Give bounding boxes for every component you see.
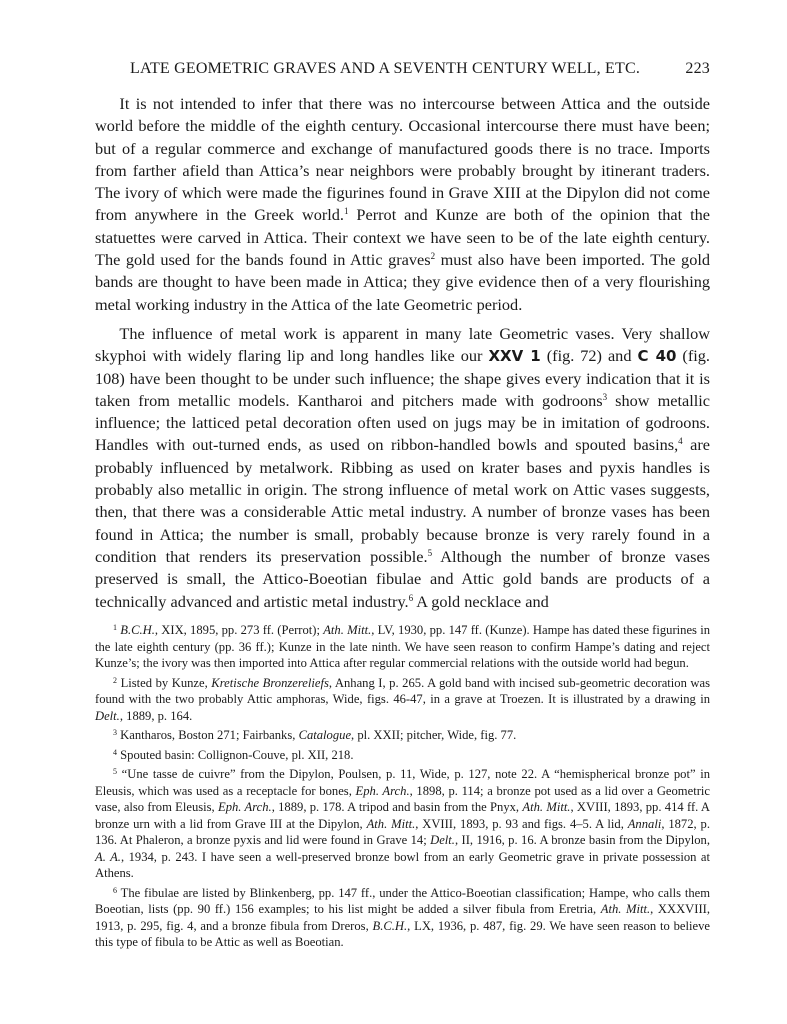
- footnote-ref-4: 4: [678, 436, 683, 447]
- footnote-1: $^1$ B.C.H., XIX, 1895, pp. 273 ff. (Perrot); Ath. Mitt., LV, 1930, pp. 147 ff. (Kunze). Hampe has dated these figurines in the late eighth century (pp. 36 ff.); Kunze in the late ninth. We have seen reason to confirm Hampe’s dating and reject Kunze’s; the ivory was then imported into Attica after regular commercial relations with the outside world had begun.: [95, 623, 710, 670]
- footnote-ref-1: 1: [344, 206, 349, 217]
- catalogue-ref-xxv1: XXV 1: [488, 347, 541, 366]
- paragraph-1: It is not intended to infer that there was no intercourse between Attica and the outside world before the middle of the eighth century. Occasional intercourse there must have been; but of a regular commerce and exchange of manufactured goods there is no trace. Imports from farther afield than Attica’s near neighbors were probably brought by itinerant traders. The ivory of which were made the figurines found in Grave XIII at the Dipylon did not come from anywhere in the Greek world.$^1$ Perrot and Kunze are both of the opinion that the statuettes were carved in Attica. Their context we have seen to be of the late eighth century. The gold used for the bands found in Attic graves$^2$ must also have been imported. The gold bands are thought to have been made in Attica; they give evidence then of a very flourishing metal working industry in the Attica of the late Geometric period.: [95, 94, 710, 314]
- footnote-6: $^6$ The fibulae are listed by Blinkenberg, pp. 147 ff., under the Attico-Boeotian classification; Hampe, who calls them Boeotian, lists (pp. 90 ff.) 156 examples; to his list might be added a silver fibula from Eretria, Ath. Mitt., XXXVIII, 1913, p. 295, fig. 4, and a bronze fibula from Dreros, B.C.H., LX, 1936, p. 487, fig. 29. We have seen reason to believe this type of fibula to be Attic as well as Boeotian.: [95, 885, 711, 949]
- running-title: LATE GEOMETRIC GRAVES AND A SEVENTH CENTURY WELL, ETC.: [130, 60, 641, 77]
- footnotes: [95, 622, 710, 954]
- footnote-4: $^4$ Spouted basin: Collignon-Couve, pl. XII, 218.: [113, 747, 354, 762]
- footnote-5: $^5$ “Une tasse de cuivre” from the Dipylon, Poulsen, p. 11, Wide, p. 127, note 22. A “hemispherical bronze pot” in Eleusis, which was used as a receptacle for bones, Eph. Arch., 1898, p. 114; a bronze pot used as a lid over a Geometric vase, also from Eleusis, Eph. Arch., 1889, p. 178. A tripod and basin from the Pnyx, Ath. Mitt., XVIII, 1893, pp. 414 ff. A bronze urn with a lid from Grave III at the Dipylon, Ath. Mitt., XVIII, 1893, p. 93 and figs. 4–5. A lid, Annali, 1872, p. 136. At Phaleron, a bronze pyxis and lid were found in Grave 14; Delt., II, 1916, p. 16. A bronze basin from the Dipylon, A. A., 1934, p. 243. I have seen a well-preserved bronze bowl from an early Geometric grave in private possession at Athens.: [95, 767, 710, 880]
- paragraph-2: The influence of metal work is apparent in many late Geometric vases. Very shallow skyphoi with widely flaring lip and long handles like our XXV 1 (fig. 72) and C 40 (fig. 108) have been thought to be under such influence; the shape gives every indication that it is taken from metallic models. Kantharoi and pitchers made with godroons$^3$ show metallic influence; the latticed petal decoration often used on jugs may be in imitation of godroons. Handles with out-turned ends, as used on ribbon-handled bowls and spouted basins,$^4$ are probably influenced by metalwork. Ribbing as used on krater bases and pyxis handles is probably also metallic in origin. The strong influence of metal work on Attic vases suggests, then, that there was a considerable Attic metal industry. A number of bronze vases has been found in Attica; the number is small, probably because bronze is very rarely found in a condition that renders its preservation possible.$^5$ Although the number of bronze vases preserved is small, the Attico-Boeotian fibulae and Attic gold bands are products of a technically advanced and artistic metal industry.$^6$ A gold necklace and: [95, 323, 711, 611]
- footnote-ref-3: 3: [602, 391, 608, 402]
- footnote-3: $^3$ Kantharos, Boston 271; Fairbanks, Catalogue, pl. XXII; pitcher, Wide, fig. 77.: [113, 728, 517, 742]
- page-number: 223: [685, 60, 710, 77]
- footnote-ref-2: 2: [430, 251, 436, 262]
- footnote-2: $^2$ Listed by Kunze, Kretische Bronzereliefs, Anhang I, p. 265. A gold band with incised sub-geometric decoration was found with the two probably Attic amphoras, Wide, figs. 46-47, in a grave at Troezen. It is illustrated by a drawing in Delt., 1889, p. 164.: [95, 675, 711, 723]
- footnote-ref-6: 6: [408, 592, 414, 603]
- footnote-ref-5: 5: [427, 547, 433, 558]
- catalogue-ref-c40: C 40: [637, 347, 677, 366]
- body-text: [95, 93, 710, 620]
